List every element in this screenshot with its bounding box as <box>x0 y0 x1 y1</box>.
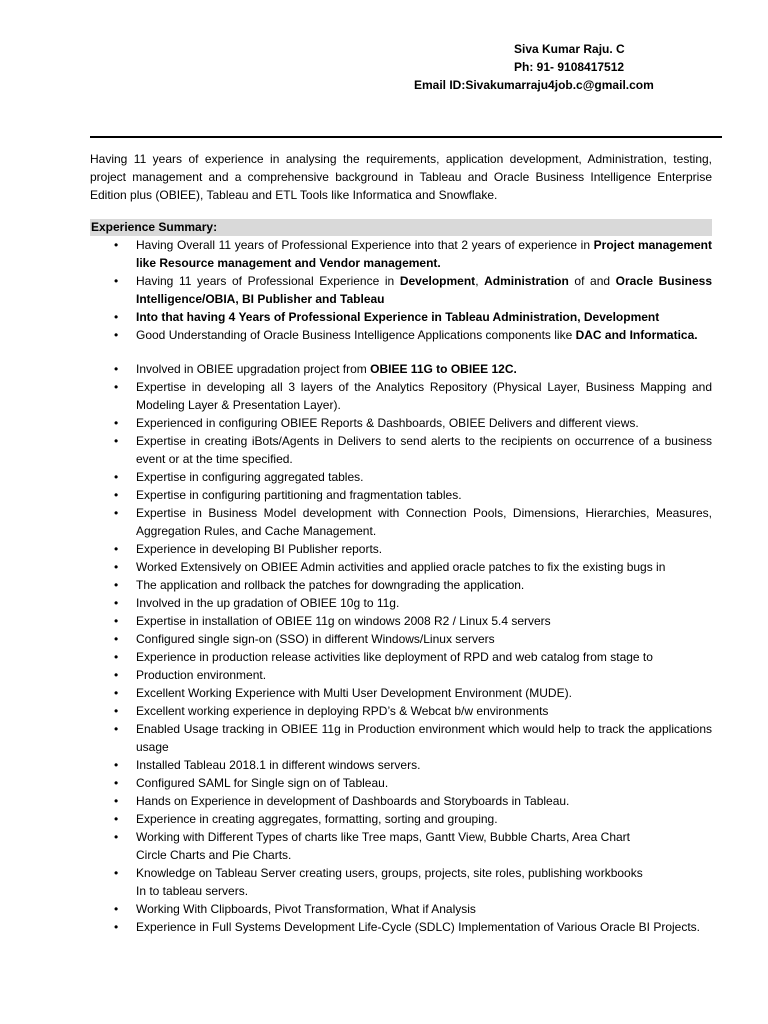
bullet-icon: • <box>114 380 119 394</box>
bullet-icon: • <box>114 542 119 556</box>
bullet-icon: • <box>114 328 119 342</box>
list-item <box>90 612 712 630</box>
list-item <box>90 648 712 666</box>
item-text: Production environment. <box>136 668 267 682</box>
item-text: of and <box>568 274 616 288</box>
list-item <box>90 272 712 308</box>
list-item <box>90 576 712 594</box>
bullet-icon: • <box>114 470 119 484</box>
email-address: Email ID:Sivakumarraju4job.c@gmail.com <box>414 78 654 92</box>
summary-list-skills <box>90 360 712 936</box>
bullet-icon: • <box>114 776 119 790</box>
bullet-icon: • <box>114 274 119 288</box>
bullet-icon: • <box>114 794 119 808</box>
phone-number: Ph: 91- 9108417512 <box>514 60 625 74</box>
item-text: Expertise in configuring partitioning and fragmentation tables. <box>136 488 462 502</box>
item-text: Having Overall 11 years of Professional Experience into that 2 years of experience in <box>136 238 594 252</box>
list-item <box>90 360 712 378</box>
list-item <box>90 468 712 486</box>
item-text: Expertise in installation of OBIEE 11g on windows 2008 R2 / Linux 5.4 servers <box>136 614 551 628</box>
item-text: Having 11 years of Professional Experience in <box>136 274 400 288</box>
bold-text: Into that having 4 Years of Professional Experience in Tableau Administration, Development <box>136 310 660 324</box>
bold-text: OBIEE 11G to OBIEE 12C. <box>370 362 517 376</box>
list-item <box>90 684 712 702</box>
item-text: Working with Different Types of charts like Tree maps, Gantt View, Bubble Charts, Area Chart Circle Charts and Pie Charts. <box>136 830 631 862</box>
item-text: Knowledge on Tableau Server creating users, groups, projects, site roles, publishing workbooks In to tableau servers. <box>136 866 643 898</box>
item-text: Excellent working experience in deploying RPD’s & Webcat b/w environments <box>136 704 549 718</box>
item-text: Installed Tableau 2018.1 in different windows servers. <box>136 758 421 772</box>
bullet-icon: • <box>114 560 119 574</box>
list-item <box>90 594 712 612</box>
bullet-icon: • <box>114 238 119 252</box>
bullet-icon: • <box>114 866 119 880</box>
item-text: Experience in creating aggregates, formatting, sorting and grouping. <box>136 812 498 826</box>
bullet-icon: • <box>114 668 119 682</box>
bullet-icon: • <box>114 362 119 376</box>
section-heading: Experience Summary: <box>90 219 712 236</box>
experience-summary-section <box>90 219 712 936</box>
bullet-icon: • <box>114 416 119 430</box>
item-text: , <box>475 274 485 288</box>
bold-text: Project management like Resource management and Vendor management. <box>136 238 712 270</box>
item-text: Working With Clipboards, Pivot Transformation, What if Analysis <box>136 902 476 916</box>
list-item <box>90 864 712 900</box>
list-item <box>90 326 712 344</box>
list-item <box>90 378 712 414</box>
item-text: Experienced in configuring OBIEE Reports & Dashboards, OBIEE Delivers and different views. <box>136 416 639 430</box>
list-item <box>90 774 712 792</box>
item-text: Hands on Experience in development of Dashboards and Storyboards in Tableau. <box>136 794 570 808</box>
list-item <box>90 414 712 432</box>
list-item <box>90 756 712 774</box>
list-item <box>90 918 712 936</box>
summary-list-primary <box>90 236 712 344</box>
list-item <box>90 432 712 468</box>
header-divider <box>90 136 722 138</box>
item-text: The application and rollback the patches for downgrading the application. <box>136 578 525 592</box>
bullet-icon: • <box>114 704 119 718</box>
item-text: Good Understanding of Oracle Business Intelligence Applications components like <box>136 328 576 342</box>
item-text: Involved in OBIEE upgradation project from <box>136 362 371 376</box>
list-item <box>90 810 712 828</box>
bullet-icon: • <box>114 722 119 736</box>
list-item <box>90 792 712 810</box>
item-text: Worked Extensively on OBIEE Admin activities and applied oracle patches to fix the existing bugs in <box>136 560 666 574</box>
item-text: Expertise in creating iBots/Agents in Delivers to send alerts to the recipients on occurrence of a business event or at the time specified. <box>136 434 712 466</box>
list-item <box>90 308 712 326</box>
list-item <box>90 720 712 756</box>
item-text: Involved in the up gradation of OBIEE 10g to 11g. <box>136 596 400 610</box>
bullet-icon: • <box>114 812 119 826</box>
item-text: Configured single sign-on (SSO) in different Windows/Linux servers <box>136 632 495 646</box>
bullet-icon: • <box>114 902 119 916</box>
list-item <box>90 504 712 540</box>
bullet-icon: • <box>114 488 119 502</box>
bold-text: Oracle Business Intelligence/OBIA, BI Publisher and Tableau <box>136 274 712 306</box>
intro-paragraph: Having 11 years of experience in analysing the requirements, application development, Administration, testing, project management and a comprehensive background in Tableau and Oracle Business Intelligence Enterprise Edition plus (OBIEE), Tableau and ETL Tools like Informatica and Snowflake. <box>90 152 712 202</box>
bold-text: Development <box>399 274 476 288</box>
bullet-icon: • <box>114 596 119 610</box>
bullet-icon: • <box>114 920 119 934</box>
list-item <box>90 630 712 648</box>
item-text: Configured SAML for Single sign on of Tableau. <box>136 776 389 790</box>
list-item <box>90 828 712 864</box>
item-text: Enabled Usage tracking in OBIEE 11g in Production environment which would help to track the applications usage <box>136 722 712 754</box>
list-item <box>90 236 712 272</box>
item-text: Experience in Full Systems Development Life-Cycle (SDLC) Implementation of Various Oracle BI Projects. <box>136 920 700 934</box>
bullet-icon: • <box>114 310 119 324</box>
bullet-icon: • <box>114 650 119 664</box>
bullet-icon: • <box>114 506 119 520</box>
item-text: Expertise in developing all 3 layers of the Analytics Repository (Physical Layer, Business Mapping and Modeling Layer & Presentation Layer). <box>136 380 712 412</box>
list-item <box>90 486 712 504</box>
list-item <box>90 666 712 684</box>
item-text: Experience in production release activities like deployment of RPD and web catalog from stage to <box>136 650 653 664</box>
candidate-name: Siva Kumar Raju. C <box>514 42 625 56</box>
bullet-icon: • <box>114 686 119 700</box>
bullet-icon: • <box>114 434 119 448</box>
item-text: Experience in developing BI Publisher reports. <box>136 542 383 556</box>
list-item <box>90 540 712 558</box>
bold-text: DAC and Informatica. <box>575 328 698 342</box>
resume-header <box>0 40 768 100</box>
bullet-icon: • <box>114 578 119 592</box>
bold-text: Administration <box>484 274 569 288</box>
list-item <box>90 558 712 576</box>
list-item <box>90 900 712 918</box>
list-item <box>90 702 712 720</box>
bullet-icon: • <box>114 758 119 772</box>
bullet-icon: • <box>114 614 119 628</box>
bullet-icon: • <box>114 830 119 844</box>
item-text: Expertise in configuring aggregated tables. <box>136 470 364 484</box>
item-text: Excellent Working Experience with Multi User Development Environment (MUDE). <box>136 686 572 700</box>
item-text: Expertise in Business Model development with Connection Pools, Dimensions, Hierarchies, Measures, Aggregation Rules, and Cache Management. <box>136 506 712 538</box>
bullet-icon: • <box>114 632 119 646</box>
